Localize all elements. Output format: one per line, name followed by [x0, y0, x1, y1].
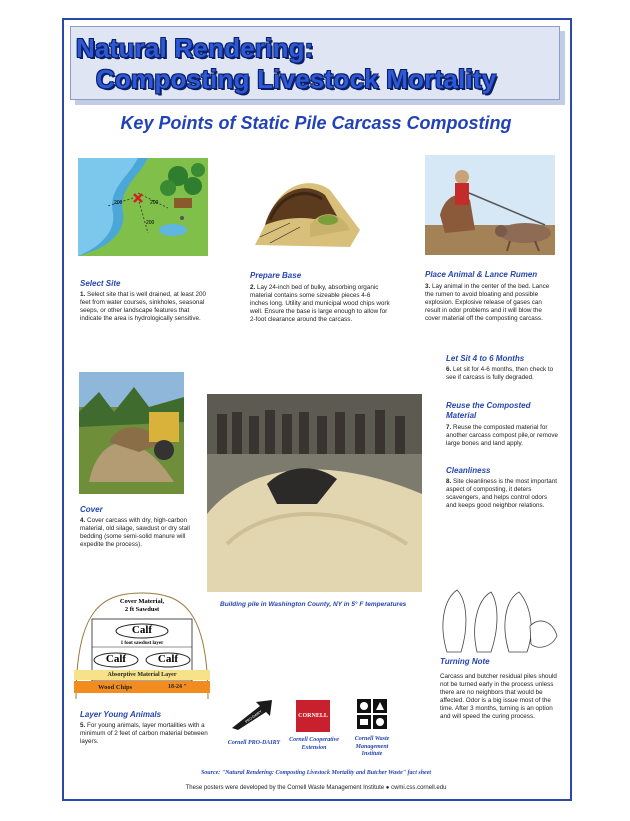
- wood-chips-label: Wood Chips: [98, 684, 133, 691]
- step-7-title: Reuse the Composted Material: [446, 401, 531, 420]
- title-line-2: Composting Livestock Mortality: [96, 64, 497, 94]
- site-map-label-3: 200: [146, 220, 155, 226]
- cornell-logo: CORNELL: [296, 700, 330, 732]
- lance-rumen-illustration: [425, 155, 555, 255]
- credit-line: These posters were developed by the Cornell Waste Management Institute ● cwmi.css.cornell.edu: [185, 785, 447, 791]
- step-7-text: 7. Reuse the composted material for another carcass compost pile,or remove large bones and land apply.: [446, 424, 558, 447]
- calf-top-label: Calf: [131, 624, 153, 636]
- step-6-text: 6. Let sit for 4-6 months, then check to see if carcass is fully degraded.: [446, 366, 554, 381]
- turning-note-text: Carcass and butcher residual piles should not be turned early in the process unless there are no neighbors that would be affected. Odor is a big issue most of the time. After 3 months, turning is an option and will speed the curing process.: [440, 673, 557, 720]
- step-5-text: 5. For young animals, layer mortalities with a minimum of 2 feet of carbon material between layers.: [80, 722, 208, 745]
- step-3-text: 3. Lay animal in the center of the bed. Lance the rumen to avoid bloating and possible explosion. Explosive release of gases can result in odor problems and it will blow the cover material off the composting carcass.: [425, 283, 550, 322]
- cwmi-label: Cornell Waste Management Institute: [354, 736, 390, 757]
- sawdust-layer-label: 1 foot sawdust layer: [120, 641, 164, 646]
- diagram-cover-label: Cover Material, 2 ft Sawdust: [119, 598, 165, 613]
- calf-left-label: Calf: [105, 653, 127, 665]
- step-2-title: Prepare Base: [250, 271, 302, 280]
- step-8-title: Cleanliness: [446, 466, 491, 475]
- step-1-title: Select Site: [80, 279, 121, 288]
- cover-photo: [79, 372, 184, 494]
- pro-dairy-badge-text: PRO-DAIRY: [244, 709, 263, 724]
- step-3-title: Place Animal & Lance Rumen: [425, 270, 538, 279]
- step-8-text: 8. Site cleanliness is the most important aspect of composting, it deters scavengers, and helps control odors and keeps good neighbor relations.: [446, 478, 557, 509]
- step-4-text: 4. Cover carcass with dry, high-carbon material, old silage, sawdust or dry stall bedding (some semi-solid manure will expedite the process).: [80, 517, 190, 548]
- turning-note-title: Turning Note: [440, 657, 490, 666]
- step-5-title: Layer Young Animals: [80, 710, 162, 719]
- calf-right-label: Calf: [157, 653, 179, 665]
- pro-dairy-label: Cornell PRO-DAIRY: [227, 740, 281, 746]
- prepare-base-illustration: [250, 155, 368, 255]
- source-note: Source: "Natural Rendering: Composting Livestock Mortality and Butcher Waste" fact sheet: [200, 770, 432, 776]
- site-map-label-2: 200: [150, 200, 159, 206]
- absorptive-layer-label: Absorptive Material Layer: [107, 672, 177, 678]
- depth-label: 18-24 ": [168, 684, 187, 690]
- site-map-label-1: 200: [114, 200, 123, 206]
- site-map-illustration: [78, 158, 208, 256]
- step-6-title: Let Sit 4 to 6 Months: [446, 354, 525, 363]
- cwmi-logo: [356, 698, 388, 730]
- page-subtitle: Key Points of Static Pile Carcass Composting: [120, 113, 512, 133]
- coop-ext-label: Cornell Cooperative Extension: [289, 737, 339, 751]
- photo-caption: Building pile in Washington County, NY in 5° F temperatures: [220, 601, 407, 608]
- title-line-1: Natural Rendering:: [76, 33, 314, 63]
- step-1-text: 1. Select site that is well drained, at least 200 feet from water courses, sinkholes, seasonal seeps, or other landscape features that indicate the area is hydrologically sensitive.: [80, 291, 207, 322]
- step-4-title: Cover: [80, 505, 103, 514]
- step-2-text: 2. Lay 24-inch bed of bulky, absorbing organic material contains some sizeable pieces 4-6 inches long. Utility and municipal wood chips work well. Ensure the base is large enough to allow for 2-foot clearance around the carcass.: [250, 284, 390, 323]
- pile-building-photo: [207, 394, 422, 592]
- pro-dairy-logo: [230, 700, 274, 730]
- bones-illustration: [435, 586, 560, 654]
